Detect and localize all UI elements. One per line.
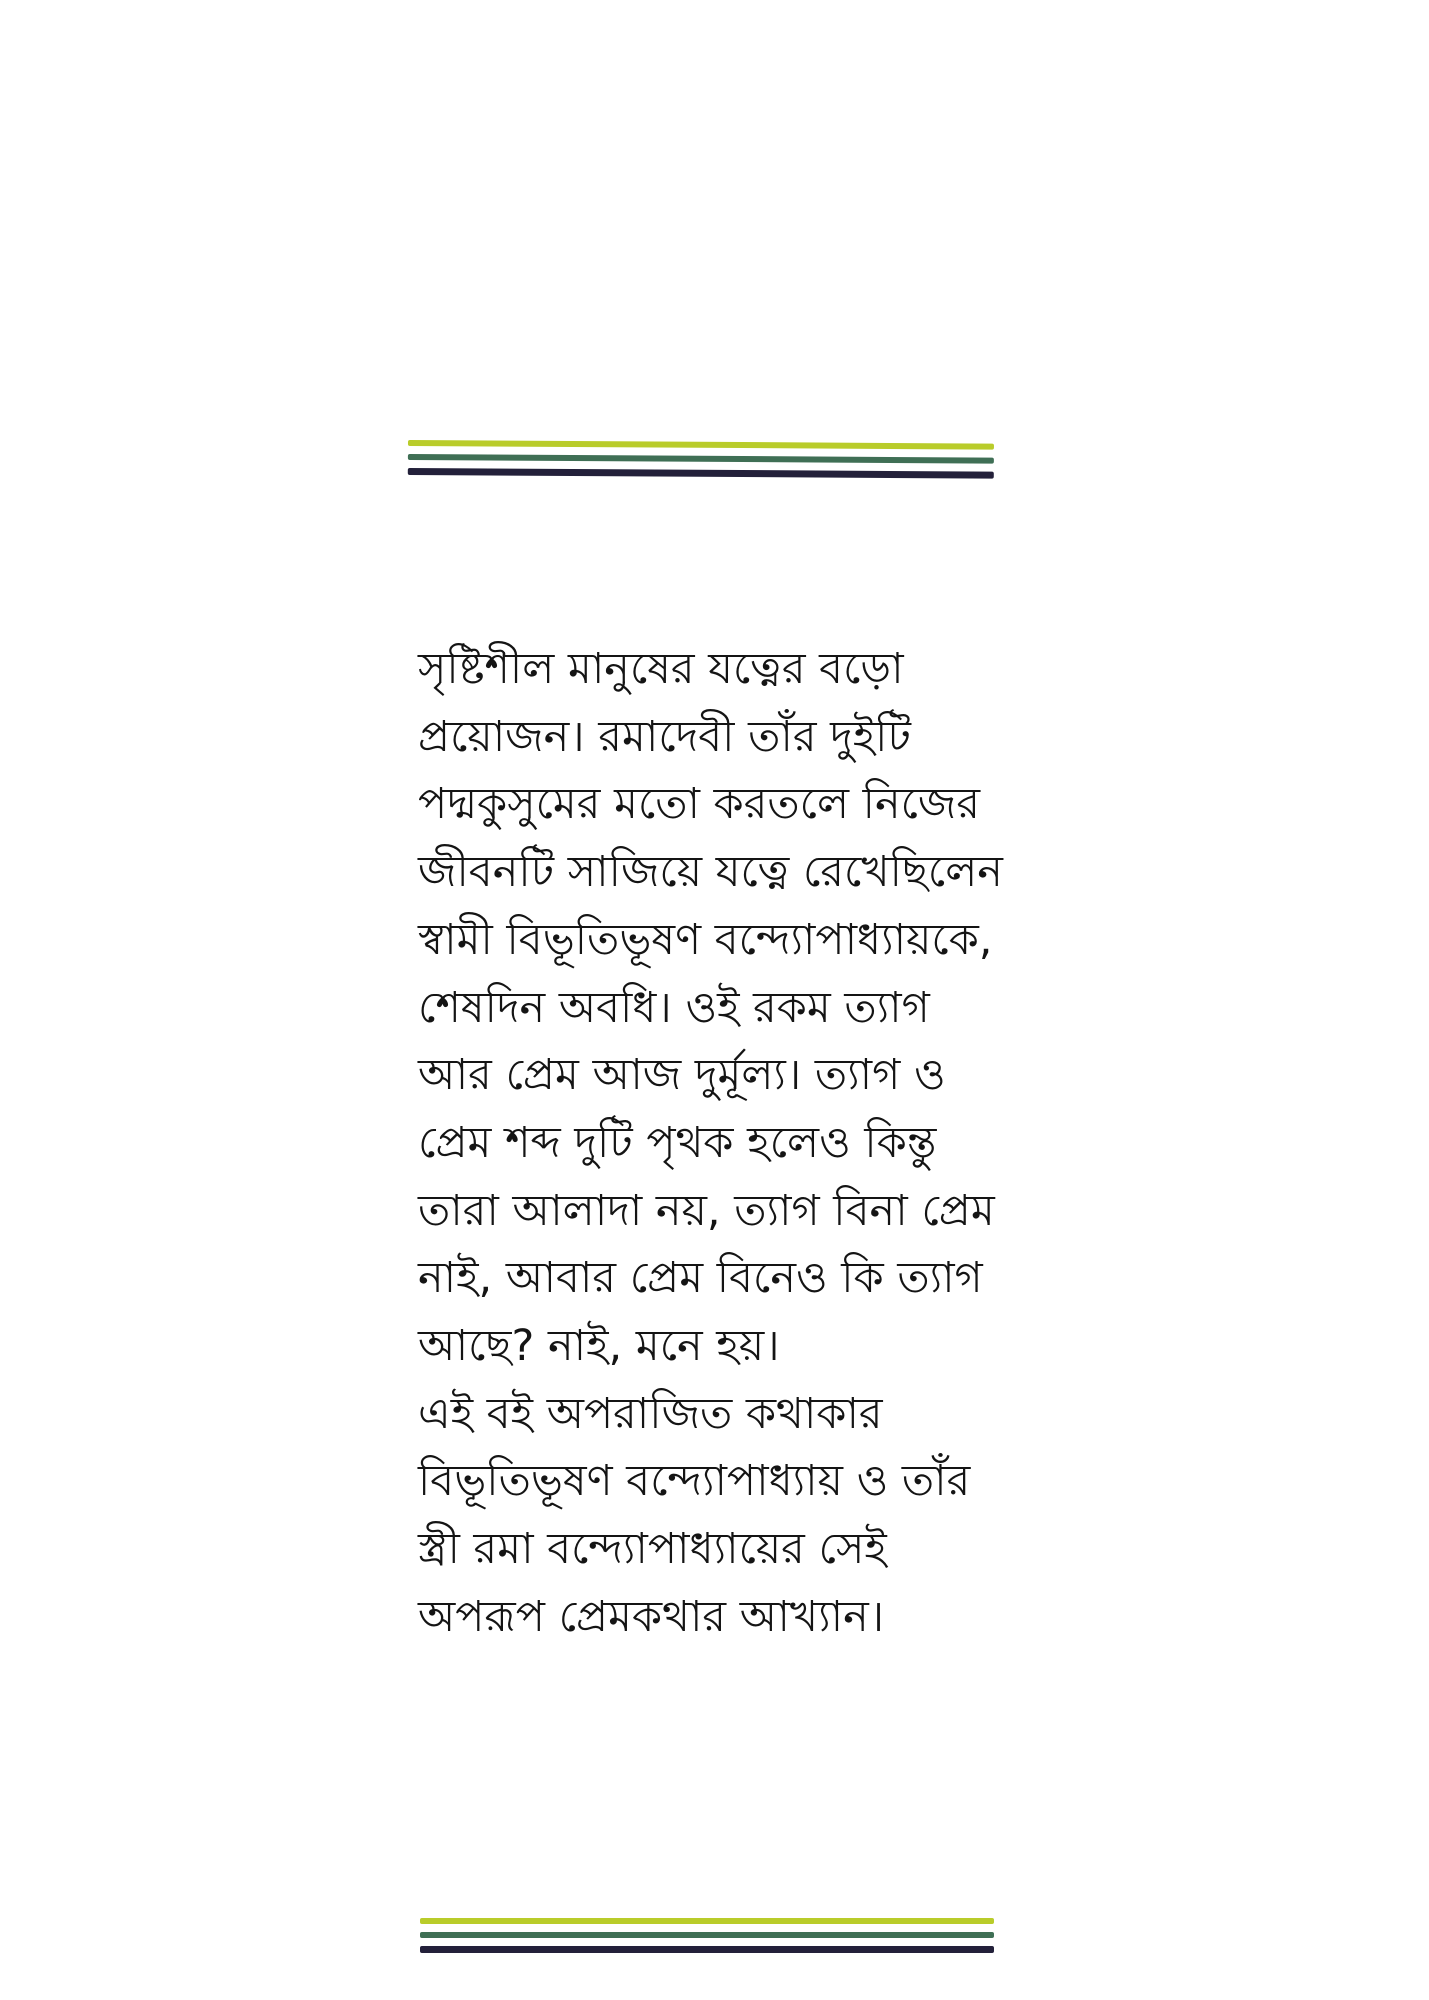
blurb-line: নাই, আবার প্রেম বিনেও কি ত্যাগ [418,1253,983,1304]
blurb-line: এই বই অপরাজিত কথাকার [418,1388,883,1439]
rule-stripe-green [408,454,994,464]
blurb-line: অপরূপ প্রেমকথার আখ্যান। [418,1591,885,1642]
blurb-line: সৃষ্টিশীল মানুষের যত্নের বড়ো [418,644,904,694]
blurb-line: পদ্মকুসুমের মতো করতলে নিজের [418,779,981,830]
top-decorative-rule [408,440,994,444]
blurb-line: আছে? নাই, মনে হয়। [418,1321,780,1372]
blurb-line: শেষদিন অবধি। ওই রকম ত্যাগ [418,982,930,1033]
blurb-line: আর প্রেম আজ দুর্মূল্য। ত্যাগ ও [418,1050,946,1101]
blurb-line: প্রেম শব্দ দুটি পৃথক হলেও কিন্তু [418,1117,937,1168]
rule-stripe-navy [408,468,994,479]
rule-stripe-lime [408,440,994,450]
rule-stripe-navy [420,1946,994,1953]
blurb-line: জীবনটি সাজিয়ে যত্নে রেখেছিলেন [418,847,1003,898]
blurb-line: তারা আলাদা নয়, ত্যাগ বিনা প্রেম [418,1185,995,1236]
blurb-line: স্ত্রী রমা বন্দ্যোপাধ্যায়ের সেই [418,1524,887,1575]
rule-stripe-lime [420,1918,994,1924]
blurb-text [418,636,1038,1652]
rule-stripe-green [420,1932,994,1938]
blurb-line: স্বামী বিভূতিভূষণ বন্দ্যোপাধ্যায়কে, [418,914,993,965]
blurb-line: প্রয়োজন। রমাদেবী তাঁর দুইটি [418,711,911,762]
blurb-line: বিভূতিভূষণ বন্দ্যোপাধ্যায় ও তাঁর [418,1456,971,1507]
